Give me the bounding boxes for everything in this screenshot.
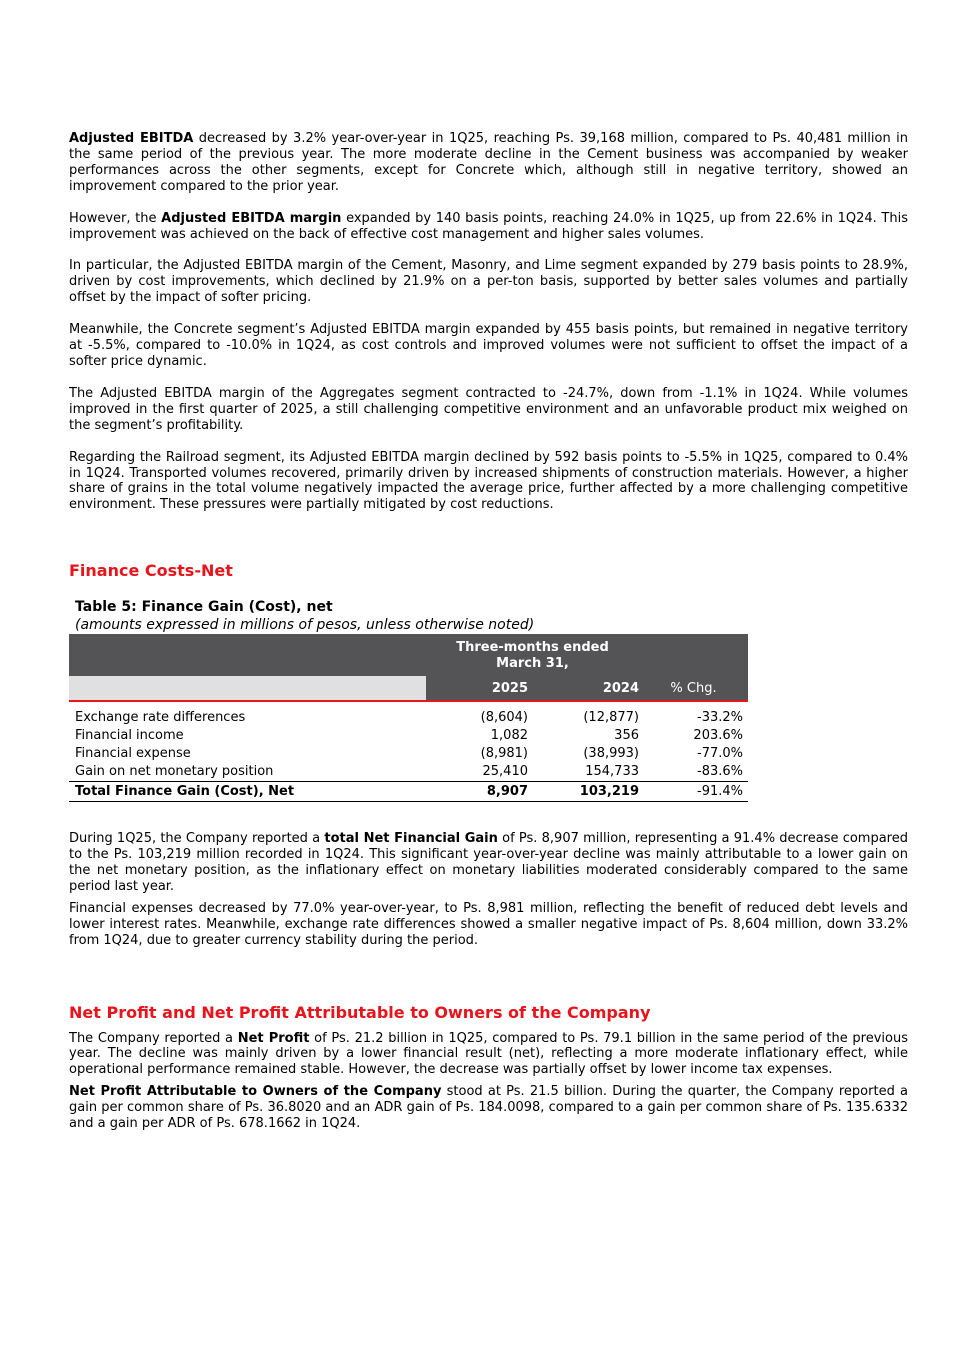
table-subtitle: (amounts expressed in millions of pesos, unless otherwise noted): [75, 617, 535, 634]
finance-paragraph-2: Financial expenses decreased by 77.0% year-over-year, to Ps. 8,981 million, reflecting the benefit of reduced debt levels and lower interest rates. Meanwhile, exchange rate differences showed a smaller negative impact of Ps. 8,604 million, down 33.2% from 1Q24, due to greater currency stability during the period.: [69, 900, 908, 948]
table-row: Financial income 1,082 356 203.6%: [75, 728, 743, 744]
ebitda-margin-paragraph: However, the Adjusted EBITDA margin expanded by 140 basis points, reaching 24.0% in 1Q25, up from 22.6% in 1Q24. This improvement was achieved on the back of effective cost management and higher sales volumes.: [69, 210, 909, 242]
finance-table: [69, 634, 748, 802]
table-row: Exchange rate differences (8,604) (12,877) -33.2%: [75, 710, 743, 726]
col-header-2024: 2024: [528, 676, 639, 701]
cement-paragraph: In particular, the Adjusted EBITDA margin of the Cement, Masonry, and Lime segment expanded by 279 basis points to 28.9%, driven by cost improvements, which declined by 21.9% on a per-ton basis, supported by better sales volumes and partially offset by the impact of softer pricing.: [69, 258, 908, 306]
net-profit-paragraph-2: Net Profit Attributable to Owners of the Company stood at Ps. 21.5 billion. During the quarter, the Company reported a gain per common share of Ps. 36.8020 and an ADR gain of Ps. 184.0098, compared to a gain per common share of Ps. 135.6332 and a gain per ADR of Ps. 678.1662 in 1Q24.: [69, 1084, 908, 1132]
col-header-chg: % Chg.: [639, 676, 748, 701]
table-column-header-row: [69, 676, 748, 701]
period-header: Three-months ended March 31,: [426, 634, 639, 676]
net-profit-paragraph-1: The Company reported a Net Profit of Ps. 21.2 billion in 1Q25, compared to Ps. 79.1 billion in the same period of the previous year. The decline was mainly driven by a lower financial result (net), reflecting a more moderate inflationary effect, while operational performance remained stable. However, the decrease was partially offset by lower income tax expenses.: [69, 1030, 908, 1078]
finance-paragraph-1: During 1Q25, the Company reported a total Net Financial Gain of Ps. 8,907 million, representing a 91.4% decrease compared to the Ps. 103,219 million recorded in 1Q24. This significant year-over-year decline was mainly attributable to a lower gain on the net monetary position, as the inflationary effect on monetary liabilities moderated considerably compared to the same period last year.: [69, 831, 908, 894]
concrete-paragraph: Meanwhile, the Concrete segment’s Adjusted EBITDA margin expanded by 455 basis points, but remained in negative territory at -5.5%, compared to -10.0% in 1Q24, as cost controls and improved volumes were not sufficient to offset the impact of a softer price dynamic.: [69, 322, 908, 369]
net-profit-heading: Net Profit and Net Profit Attributable to Owners of the Company: [69, 1002, 651, 1022]
document-page: [69, 131, 908, 1132]
table-row: Gain on net monetary position 25,410 154,733 -83.6%: [69, 763, 748, 782]
table-total-row: Total Finance Gain (Cost), Net 8,907 103,219 -91.4%: [69, 782, 748, 802]
table-row: Financial expense (8,981) (38,993) -77.0%: [75, 746, 743, 762]
ebitda-paragraph-1: Adjusted EBITDA decreased by 3.2% year-over-year in 1Q25, reaching Ps. 39,168 million, compared to Ps. 40,481 million in the same period of the previous year. The more moderate decline in the Cement business was accompanied by weaker performances across the other segments, except for Concrete which, although still in negative territory, showed an improvement compared to the prior year.: [69, 131, 908, 194]
table-header-row: [69, 634, 748, 676]
railroad-paragraph: Regarding the Railroad segment, its Adjusted EBITDA margin declined by 592 basis points to -5.5% in 1Q25, compared to 0.4% in 1Q24. Transported volumes recovered, primarily driven by increased shipments of construction materials. However, a higher share of grains in the total volume negatively impacted the average price, further affected by a more challenging competitive environment. These pressures were partially mitigated by cost reductions.: [69, 449, 908, 513]
finance-costs-heading: Finance Costs-Net: [69, 561, 233, 581]
table-caption: [75, 598, 908, 634]
col-header-2025: 2025: [426, 676, 528, 701]
table-title: Table 5: Finance Gain (Cost), net: [75, 599, 333, 616]
aggregates-paragraph: The Adjusted EBITDA margin of the Aggregates segment contracted to -24.7%, down from -1.1% in 1Q24. While volumes improved in the first quarter of 2025, a still challenging competitive environment and an unfavorable product mix weighed on the segment’s profitability.: [69, 385, 908, 433]
